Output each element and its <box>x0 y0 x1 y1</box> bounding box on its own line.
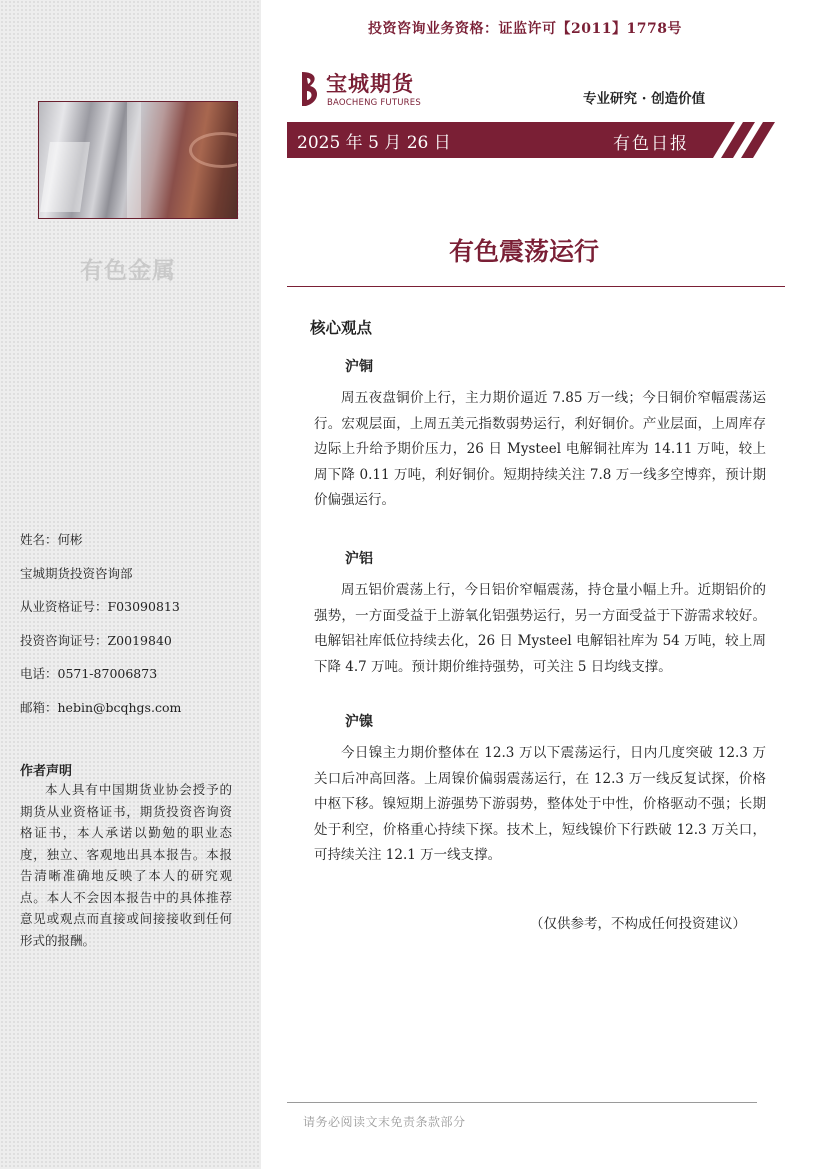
report-type: 有色日报 <box>613 134 689 154</box>
copper-paragraph: 周五夜盘铜价上行，主力期价逼近 7.85 万一线；今日铜价窄幅震荡运行。宏观层面，上周五美元指数弱势运行，利好铜价。产业层面，上周库存边际上升给予期价压力，26 日 Mysteel 电解铜社库为 14.11 万吨，较上周下降 0.11 万吨，利好铜价。短期持续关注 7.8 万一线多空博弈，预计期价偏强运行。 <box>314 390 766 508</box>
cover-highlight <box>40 142 90 212</box>
aluminum-heading: 沪铝 <box>345 551 373 567</box>
nickel-heading: 沪镍 <box>345 714 373 730</box>
author-department: 宝城期货投资咨询部 <box>20 565 133 581</box>
slogan: 专业研究 · 创造价值 <box>583 91 706 107</box>
cover-image <box>38 101 238 219</box>
category-label: 有色金属 <box>80 258 176 284</box>
phone: 电话：0571-87006873 <box>20 666 158 681</box>
declaration-title: 作者声明 <box>20 764 73 779</box>
title-divider <box>287 286 785 287</box>
company-logo <box>298 68 438 112</box>
consulting-number: 投资咨询证号：Z0019840 <box>20 632 172 648</box>
report-date: 2025 年 5 月 26 日 <box>297 133 451 153</box>
section-title: 核心观点 <box>310 318 373 337</box>
logo-chinese: 宝城期货 <box>326 72 414 96</box>
logo-icon <box>298 70 322 108</box>
email: 邮箱：hebin@bcqhgs.com <box>20 699 182 715</box>
nickel-paragraph: 今日镍主力期价整体在 12.3 万以下震荡运行，日内几度突破 12.3 万关口后冲高回落。上周镍价偏弱震荡运行，在 12.3 万一线反复试探，价格中枢下移。镍短期上游强势下游弱势，整体处于中性，价格驱动不强；长期处于利空，价格重心持续下探。技术上，短线镍价下行跌破 12.3 万关口，可持续关注 12.1 万一线支撑。 <box>314 745 766 863</box>
author-info <box>20 523 181 724</box>
sidebar <box>0 0 261 1169</box>
declaration-body: 本人具有中国期货业协会授予的期货从业资格证书，期货投资咨询资格证书，本人承诺以勤勉的职业态度，独立、客观地出具本报告。本报告清晰准确地反映了本人的研究观点。本人不会因本报告中的具体推荐意见或观点而直接或间接接收到任何形式的报酬。 <box>20 782 232 948</box>
footer-note: 请务必阅读文末免责条款部分 <box>303 1115 466 1129</box>
report-title: 有色震荡运行 <box>449 237 600 266</box>
qualification-number: 从业资格证号：F03090813 <box>20 599 180 614</box>
cover-highlight <box>127 102 141 219</box>
license-text: 投资咨询业务资格：证监许可【2011】1778号 <box>368 21 682 37</box>
copper-heading: 沪铜 <box>345 359 373 375</box>
logo-english: BAOCHENG FUTURES <box>327 98 421 108</box>
aluminum-paragraph: 周五铝价震荡上行，今日铝价窄幅震荡，持仓量小幅上升。近期铝价的强势，一方面受益于上游氧化铝强势运行，另一方面受益于下游需求较好。电解铝社库低位持续去化，26 日 Mysteel 电解铝社库为 54 万吨，较上周下降 4.7 万吨。预计期价维持强势，可关注 5 日均线支撑。 <box>314 582 766 675</box>
report-banner <box>287 122 787 158</box>
footer-divider <box>287 1102 757 1103</box>
cover-coil <box>189 132 238 168</box>
author-name: 姓名：何彬 <box>20 532 83 547</box>
disclaimer: （仅供参考，不构成任何投资建议） <box>530 916 746 932</box>
